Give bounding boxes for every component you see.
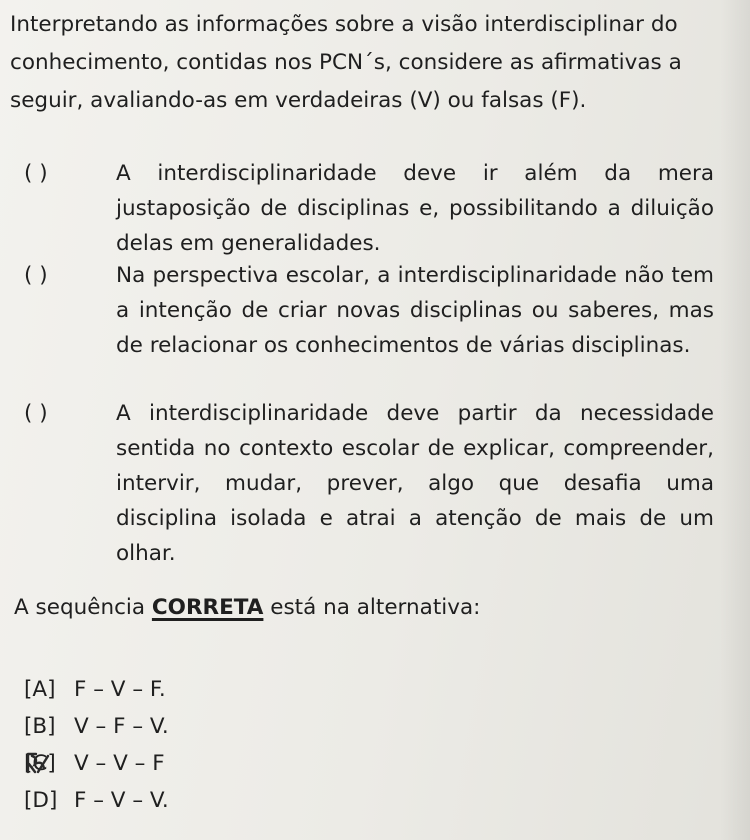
statement-3-text: A interdisciplinaridade deve partir da necessidade sentida no contexto escolar de explicar, compreender, intervir, mudar, prever, algo que desafia uma disciplina isolada e atrai a atenção de mais de um olhar. <box>116 401 714 566</box>
statement-2-text: Na perspectiva escolar, a interdisciplinaridade não tem a intenção de criar novas disciplinas ou saberes, mas de relacionar os conhecimentos de várias disciplinas. <box>116 263 714 358</box>
option-c[interactable] <box>24 746 165 782</box>
answer-blank-1[interactable]: ( ) <box>24 161 48 186</box>
option-c-marked-letter <box>24 746 74 782</box>
question-before: A sequência <box>14 595 152 620</box>
answer-blank-3[interactable]: ( ) <box>24 401 48 426</box>
statement-1 <box>24 156 714 261</box>
option-d-letter: [D] <box>24 788 58 813</box>
pen-mark-icon <box>24 750 54 778</box>
page-edge-shadow <box>720 0 750 840</box>
option-b-text: V – F – V. <box>74 714 169 739</box>
option-d[interactable] <box>24 783 169 819</box>
option-a[interactable] <box>24 672 166 708</box>
statement-2 <box>24 258 714 363</box>
option-a-text: F – V – F. <box>74 677 166 702</box>
question-intro: Interpretando as informações sobre a visão interdisciplinar do conhecimento, contidas nos PCN´s, considere as afirmativas a seguir, avaliando-as em verdadeiras (V) ou falsas (F). <box>10 12 682 113</box>
answer-blank-2[interactable]: ( ) <box>24 263 48 288</box>
question-prompt <box>14 590 480 626</box>
question-after: está na alternativa: <box>263 595 481 620</box>
option-c-text: V – V – F <box>74 751 165 776</box>
option-c-letter: [C] <box>24 751 56 776</box>
question-emphasis: CORRETA <box>151 595 264 620</box>
option-d-text: F – V – V. <box>74 788 169 813</box>
option-b[interactable] <box>24 709 169 745</box>
statement-3 <box>24 396 714 571</box>
option-b-letter: [B] <box>24 714 56 739</box>
statement-1-text: A interdisciplinaridade deve ir além da mera justaposição de disciplinas e, possibilitando a diluição delas em generalidades. <box>116 161 714 256</box>
option-a-letter: [A] <box>24 677 56 702</box>
